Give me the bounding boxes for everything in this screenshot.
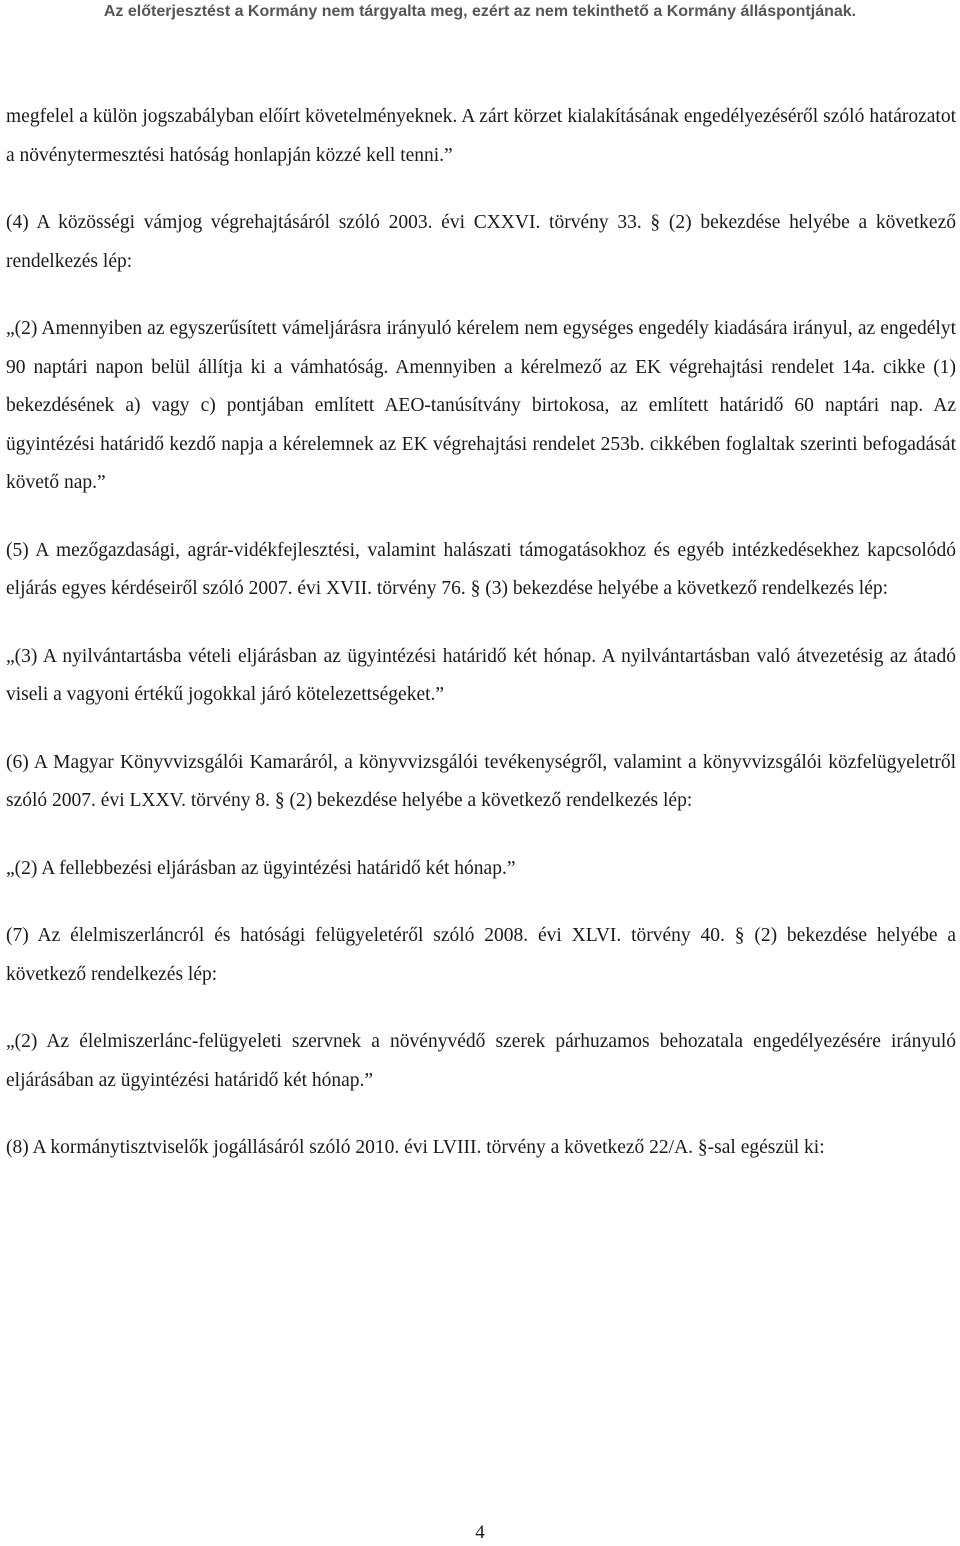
paragraph-gap [6, 888, 956, 917]
paragraph-gap [6, 994, 956, 1023]
quoted-provision-registry: „(3) A nyilvántartásba vételi eljárásban az ügyintézési határidő két hónap. A nyilvántartásban való átvezetésig az átadó viseli a vagyoni értékű jogokkal járó kötelezettségeket.” [6, 645, 956, 705]
paragraph-gap [6, 609, 956, 638]
paragraph-5: (5) A mezőgazdasági, agrár-vidékfejlesztési, valamint halászati támogatásokhoz és egyéb intézkedésekhez kapcsolódó eljárás egyes kérdéseiről szóló 2007. évi XVII. törvény 76. § (3) bekezdése helyébe a következő rendelkezés lép: [6, 539, 956, 599]
paragraph-gap [6, 715, 956, 744]
paragraph-6: (6) A Magyar Könyvvizsgálói Kamaráról, a könyvvizsgálói tevékenységről, valamint a könyvvizsgálói közfelügyeletről szóló 2007. évi LXXV. törvény 8. § (2) bekezdése helyébe a következő rendelkezés lép: [6, 751, 956, 811]
quoted-provision-appeal: „(2) A fellebbezési eljárásban az ügyintézési határidő két hónap.” [6, 857, 516, 879]
paragraph-gap [6, 281, 956, 310]
paragraph-8: (8) A kormánytisztviselők jogállásáról szóló 2010. évi LVIII. törvény a következő 22/A. §-sal egészül ki: [6, 1137, 825, 1158]
draft-disclaimer-header: Az előterjesztést a Kormány nem tárgyalta meg, ezért az nem tekinthető a Kormány álláspontjának. [103, 3, 857, 20]
paragraph-continuation: megfelel a külön jogszabályban előírt követelményeknek. A zárt körzet kialakításának engedélyezéséről szóló határozatot a növénytermesztési hatóság honlapján közzé kell tenni.” [6, 106, 956, 166]
paragraph-gap [6, 503, 956, 532]
paragraph-gap [6, 1100, 956, 1129]
quoted-provision-customs: „(2) Amennyiben az egyszerűsített vámeljárásra irányuló kérelem nem egységes engedély kiadására irányul, az engedélyt 90 naptári napon belül állítja ki a vámhatóság. Amennyiben a kérelmező az EK végrehajtási rendelet 14a. cikke (1) bekezdésének a) vagy c) pontjában említett AEO-tanúsítvány birtokosa, az említett határidő 60 naptári nap. Az ügyintézési határidő kezdő napja a kérelemnek az EK végrehajtási rendelet 253b. cikkében foglaltak szerinti befogadását követő nap.” [6, 318, 956, 493]
paragraph-7: (7) Az élelmiszerláncról és hatósági felügyeletéről szóló 2008. évi XLVI. törvény 40. § (2) bekezdése helyébe a következő rendelkezés lép: [6, 925, 956, 985]
quoted-provision-food-chain: „(2) Az élelmiszerlánc-felügyeleti szervnek a növényvédő szerek párhuzamos behozatala engedélyezésére irányuló eljárásában az ügyintézési határidő két hónap.” [6, 1031, 956, 1091]
document-body [6, 98, 956, 1168]
paragraph-gap [6, 821, 956, 850]
paragraph-gap [6, 175, 956, 204]
paragraph-4: (4) A közösségi vámjog végrehajtásáról szóló 2003. évi CXXVI. törvény 33. § (2) bekezdése helyébe a következő rendelkezés lép: [6, 212, 956, 272]
page-number: 4 [475, 1522, 485, 1543]
